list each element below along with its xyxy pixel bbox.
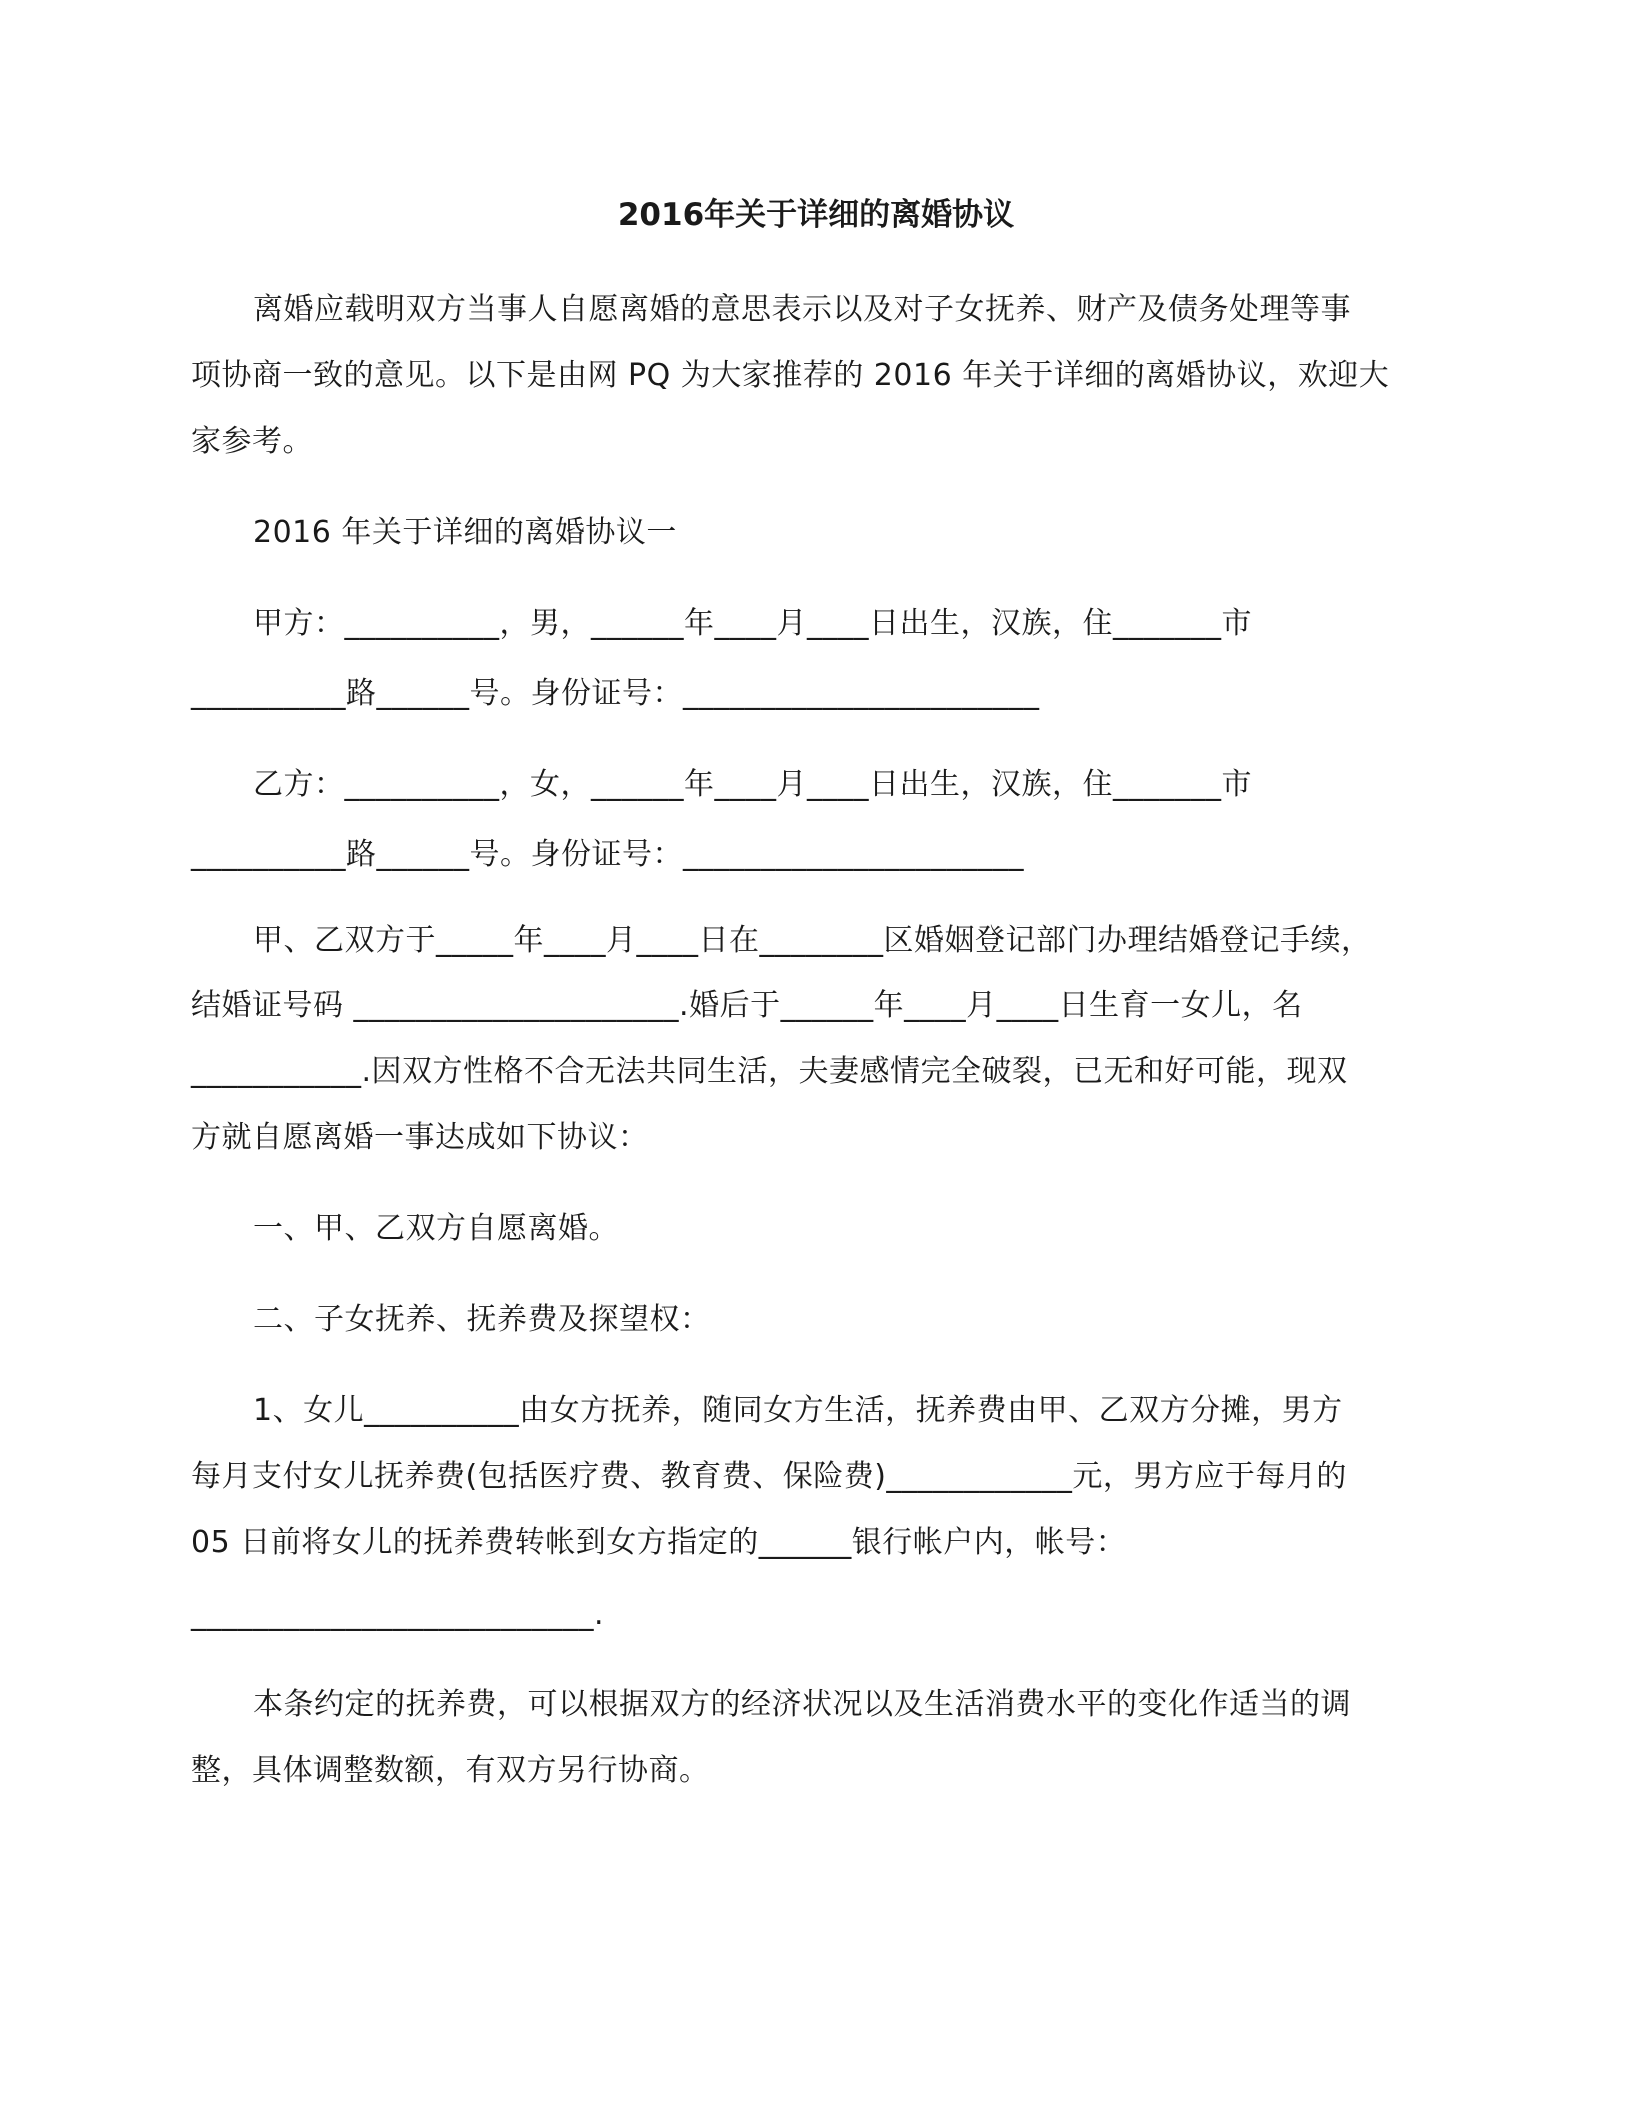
paragraph-line: 方就自愿离婚一事达成如下协议： (191, 1120, 649, 1155)
paragraph-line: 本条约定的抚养费，可以根据双方的经济状况以及生活消费水平的变化作适当的调 (253, 1687, 1351, 1722)
clause-line: 一、甲、乙双方自愿离婚。 (253, 1211, 619, 1246)
party-a-line: __________路______号。身份证号：_______________________ (191, 676, 1040, 711)
paragraph-line: 1、女儿__________由女方抚养，随同女方生活，抚养费由甲、乙双方分摊，男方 (253, 1393, 1343, 1428)
party-a-line: 甲方：__________，男，______年____月____日出生，汉族，住_______市 (253, 606, 1252, 641)
paragraph-line: 结婚证号码 _____________________.婚后于______年____月____日生育一女儿，名 (191, 988, 1303, 1023)
paragraph-line: 整，具体调整数额，有双方另行协商。 (191, 1753, 710, 1788)
paragraph-line: 甲、乙双方于_____年____月____日在________区婚姻登记部门办理结婚登记手续， (253, 923, 1372, 958)
party-b-line: __________路______号。身份证号：______________________ (191, 837, 1024, 872)
paragraph-line: __________________________. (191, 1597, 605, 1632)
paragraph-line: 每月支付女儿抚养费(包括医疗费、教育费、保险费)____________元，男方应于每月的 (191, 1459, 1347, 1494)
paragraph-line: 家参考。 (191, 424, 313, 459)
party-b-line: 乙方：__________，女，______年____月____日出生，汉族，住_______市 (253, 767, 1252, 802)
document-title: 2016年关于详细的离婚协议 (617, 197, 1015, 233)
paragraph-line: 05 日前将女儿的抚养费转帐到女方指定的______银行帐户内，帐号： (191, 1525, 1127, 1560)
paragraph-line: ___________.因双方性格不合无法共同生活，夫妻感情完全破裂，已无和好可能，现双 (191, 1054, 1348, 1089)
section-heading: 2016 年关于详细的离婚协议一 (253, 515, 677, 550)
clause-line: 二、子女抚养、抚养费及探望权： (253, 1302, 711, 1337)
paragraph-line: 离婚应载明双方当事人自愿离婚的意思表示以及对子女抚养、财产及债务处理等事 (253, 292, 1351, 327)
paragraph-line: 项协商一致的意见。以下是由网 PQ 为大家推荐的 2016 年关于详细的离婚协议，欢迎大 (191, 358, 1390, 393)
